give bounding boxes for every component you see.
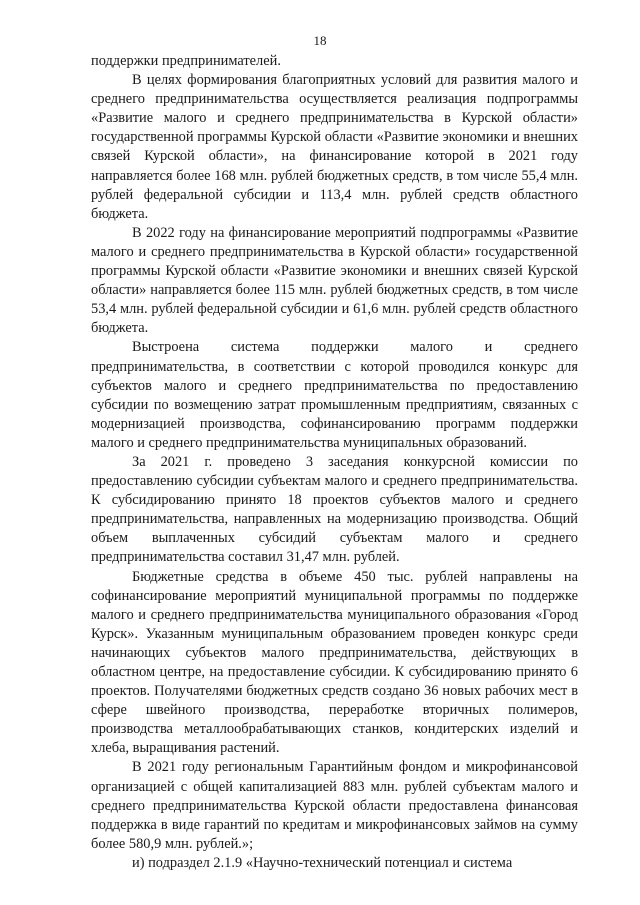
paragraph: В 2021 году региональным Гарантийным фондом и микрофинансовой организацией с общей капитализацией 883 млн. рублей субъектам малого и среднего предпринимательства Курской области предоставлена финансовая поддержка в виде гарантий по кредитам и микрофинансовых займов на сумму более 580,9 млн. рублей.»; [91,759,578,852]
paragraph: В целях формирования благоприятных условий для развития малого и среднего предпринимательства осуществляется реализация подпрограммы «Развитие малого и среднего предпринимательства в Курской области» государственной программы Курской области «Развитие экономики и внешних связей Курской области», на финансирование которой в 2021 году направляется более 168 млн. рублей бюджетных средств, в том числе 55,4 млн. рублей федеральной субсидии и 113,4 млн. рублей средств областного бюджета. [91,72,578,222]
paragraph: В 2022 году на финансирование мероприятий подпрограммы «Развитие малого и среднего предпринимательства в Курской области» государственной программы Курской области «Развитие экономики и внешних связей Курской области» направляется более 115 млн. рублей бюджетных средств, в том числе 53,4 млн. рублей федеральной субсидии и 61,6 млн. рублей средств областного бюджета. [91,224,578,337]
paragraph: и) подраздел 2.1.9 «Научно-технический потенциал и система [132,854,513,871]
page-number: 18 [313,33,327,48]
paragraph: Бюджетные средства в объеме 450 тыс. рублей направлены на софинансирование мероприятий муниципальной программы по поддержке малого и среднего предпринимательства муниципального образования «Город Курск». Указанным муниципальным образованием проведен конкурс среди начинающих субъектов малого предпринимательства, действующих в областном центре, на предоставление субсидии. К субсидированию принято 6 проектов. Получателями бюджетных средств создано 36 новых рабочих мест в сфере швейного производства, переработке вторичных полимеров, производства металлообрабатывающих станков, кондитерских изделий и хлеба, выращивания растений. [91,568,578,757]
paragraph: поддержки предпринимателей. [91,53,281,69]
paragraph: Выстроена система поддержки малого и среднего предпринимательства, в соответствии с которой проводился конкурс для субъектов малого и среднего предпринимательства по предоставлению субсидии по возмещению затрат промышленным предприятиям, связанных с модернизацией производства, софинансированию программ поддержки малого и среднего предпринимательства муниципальных образований. [91,339,578,451]
paragraph: За 2021 г. проведено 3 заседания конкурсной комиссии по предоставлению субсидии субъектам малого и среднего предпринимательства. К субсидированию принято 18 проектов субъектов малого и среднего предпринимательства, направленных на модернизацию производства. Общий объем выплаченных субсидий субъектам малого и среднего предпринимательства составил 31,47 млн. рублей. [91,453,578,566]
document-body [91,52,578,873]
